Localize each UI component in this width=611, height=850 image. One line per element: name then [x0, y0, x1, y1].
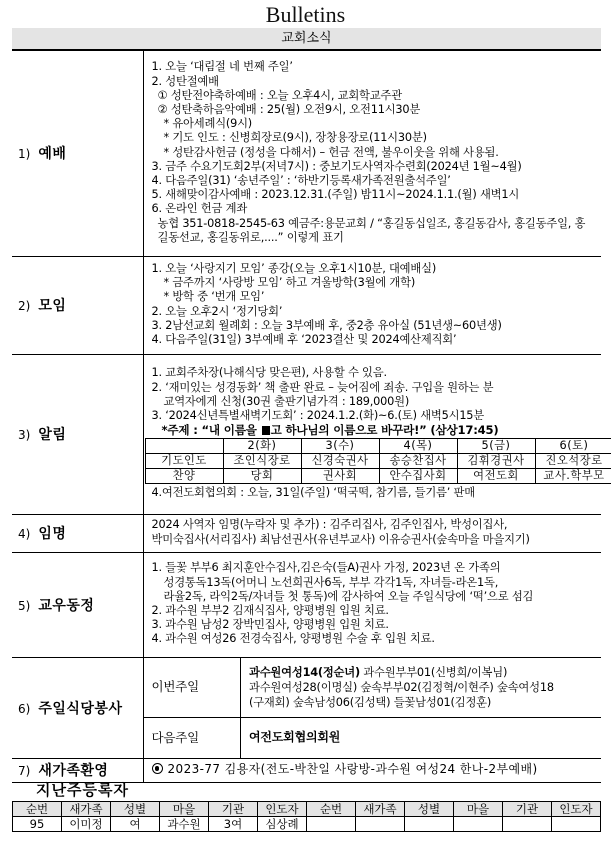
content-appointment — [143, 514, 601, 552]
section-header: 교회소식 — [12, 28, 601, 50]
list-item: * 유아세례식(9시) — [163, 117, 253, 131]
bulletin-table — [12, 28, 605, 783]
label-worship: 1) 예배 — [12, 50, 143, 256]
list-item: 라율2독, 라익2독/자녀들 첫 통독)에 감사하여 오늘 주일식당에 ‘떡’으로 섬김 — [163, 589, 534, 603]
page-title: Bulletins — [265, 2, 346, 27]
list-item: 1. 들꽃 부부6 최지훈안수집사,김은숙(들A)권사 가정, 2023년 온 가족의 — [151, 561, 501, 575]
list-item: 4. 다음주일(31) ‘송년주일’ : ‘하반기등록새가족전원출석주일’ — [151, 174, 451, 188]
list-item: 4.여전도회협의회 : 오늘, 31일(주일) ‘떡국떡, 참기름, 들기름’ 판매 — [151, 486, 475, 500]
label-appointment: 4) 임명 — [12, 514, 143, 552]
table-row: 95 이미정 여 과수원 3여 심상례 — [13, 817, 601, 832]
cafeteria-table — [144, 658, 602, 758]
label-welcome: 7) 새가족환영 — [12, 758, 143, 782]
bank-account: 농협 351-0818-2545-63 예금주:용문교회 / “홍길동십일조, 홍길동감사, 홍길동주일, 홍길동선교, 홍길동위로,....” 이렇게 표기 — [157, 216, 586, 244]
row-worship — [12, 50, 601, 256]
content-fellowship — [143, 552, 601, 657]
prayer-schedule-table — [145, 438, 611, 484]
list-item: 3. ‘2024신년특별새벽기도회’ : 2024.1.2.(화)~6.(토) 새벽5시15분 — [151, 409, 485, 422]
list-item: 성경통독13독(어머니 노선희권사6독, 부부 각각1독, 자녀들-라온1독, — [163, 575, 499, 589]
list-item: 3. 과수원 남성2 장박민집사, 양평병원 입원 치료. — [151, 618, 389, 632]
list-item: 2. 오늘 오후2시 ‘정기당회’ — [151, 304, 283, 318]
content-worship — [143, 50, 601, 256]
list-item: 4. 다음주일(31일) 3부예배 후 ‘2023결산 및 2024예산제직회’ — [151, 332, 457, 346]
list-item: 4. 과수원 여성26 전경숙집사, 양평병원 수술 후 입원 치료. — [151, 632, 435, 646]
schedule-row: 기도인도 조인식장로 신경숙권사 송승찬집사 김휘경권사 진오석장로 — [145, 454, 611, 469]
list-item: 2. 과수원 부부2 김재식집사, 양평병원 입원 치료. — [151, 604, 389, 617]
list-item: * 방학 중 ‘번개 모임’ — [163, 290, 265, 304]
next-week-value: 여전도회협의회원 — [249, 730, 341, 745]
registrants-title: 지난주등록자 — [36, 781, 129, 799]
this-week-row — [144, 658, 602, 718]
content-welcome: 2023-77 김용자(전도-박찬일 사랑방-과수원 여성24 한나-2부예배) — [143, 758, 601, 782]
schedule-row: 찬양 당회 권사회 안수집사회 여전도회 교사.학부모 — [145, 469, 611, 484]
list-item: 3. 2남선교회 월례회 : 오늘 3부예배 후, 중2층 유아실 (51년생~60년생) — [151, 318, 502, 332]
list-item: * 기도 인도 : 신병희장로(9시), 장창용장로(11시30분) — [163, 131, 427, 145]
list-item: ① 성탄전야축하예배 : 오늘 오후4시, 교회학교주관 — [157, 88, 402, 102]
list-item: 박미숙집사(서리집사) 최남선권사(유년부교사) 이유승권사(숲속마을 마을지기) — [151, 532, 530, 546]
next-week-label: 다음주일 — [144, 718, 241, 758]
prayer-theme: *주제 : “내 이름을 고 하나님의 이름으로 바꾸라!” (삼상17:45) — [161, 423, 499, 438]
next-week-row — [144, 718, 602, 758]
row-meeting — [12, 256, 601, 354]
list-item: ② 성탄축하음악예배 : 25(월) 오전9시, 오전11시30분 — [157, 103, 421, 117]
list-item: 1. 오늘 ‘대림절 네 번째 주일’ — [151, 60, 293, 74]
list-item: 6. 온라인 헌금 계좌 — [151, 202, 248, 216]
list-item: 2. 성탄절예배 — [151, 74, 219, 88]
list-item: * 성탄감사헌금 (정성을 다해서) – 헌금 전액, 불우이웃을 위해 사용됨. — [163, 145, 499, 159]
list-item: 1. 오늘 ‘사랑지기 모임’ 종강(오늘 오후1시10분, 대예배실) — [151, 261, 437, 275]
label-meeting: 2) 모임 — [12, 256, 143, 354]
label-notice: 3) 알림 — [12, 354, 143, 514]
list-item: 교역자에게 신청(30권 출판기념가격 : 189,000원) — [163, 394, 410, 408]
schedule-header-row: 2(화) 3(수) 4(목) 5(금) 6(토) — [145, 439, 611, 454]
row-cafeteria — [12, 657, 601, 758]
content-meeting — [143, 256, 601, 354]
this-week-label: 이번주일 — [144, 658, 241, 718]
list-item: * 금주까지 ‘사랑방 모임’ 하고 겨울방학(3월에 개학) — [163, 276, 416, 290]
radio-dot-icon — [152, 763, 163, 774]
label-fellowship: 5) 교우동정 — [12, 552, 143, 657]
row-notice — [12, 354, 601, 514]
block-glyph-icon — [262, 426, 270, 435]
registrants-table — [12, 801, 601, 832]
list-item: 1. 교회주차장(나해식당 맞은편), 사용할 수 있음. — [151, 366, 387, 380]
content-notice — [143, 354, 605, 514]
row-appointment — [12, 514, 601, 552]
content-cafeteria — [143, 657, 601, 758]
row-fellowship — [12, 552, 601, 657]
registrants-header-row: 순번 새가족 성별 마을 기관 인도자 순번 새가족 성별 마을 기관 인도자 — [13, 802, 601, 817]
this-week-value: 과수원여성14(정순녀) 과수원부부01(신병희/이복님) 과수원여성28(이명실) 숲속부부02(김정혁/이현주) 숲속여성18 (구재회) 숲속남성06(김성택) 들꽃남성01(김정훈) — [241, 658, 602, 718]
list-item: 5. 새해맞이감사예배 : 2023.12.31.(주일) 밤11시~2024.1.1.(월) 새벽1시 — [151, 188, 520, 202]
list-item: 2. ‘재미있는 성경동화’ 책 출판 완료 – 늦어짐에 죄송. 구입을 원하는 분 — [151, 380, 494, 394]
list-item: 2024 사역자 임명(누락자 및 추가) : 김주리집사, 김주인집사, 박성이집사, — [151, 518, 508, 532]
label-cafeteria: 6) 주일식당봉사 — [12, 657, 143, 758]
list-item: 3. 금주 수요기도회2부(저녁7시) : 중보기도사역자수련회(2024년 1월~4월) — [151, 159, 522, 173]
